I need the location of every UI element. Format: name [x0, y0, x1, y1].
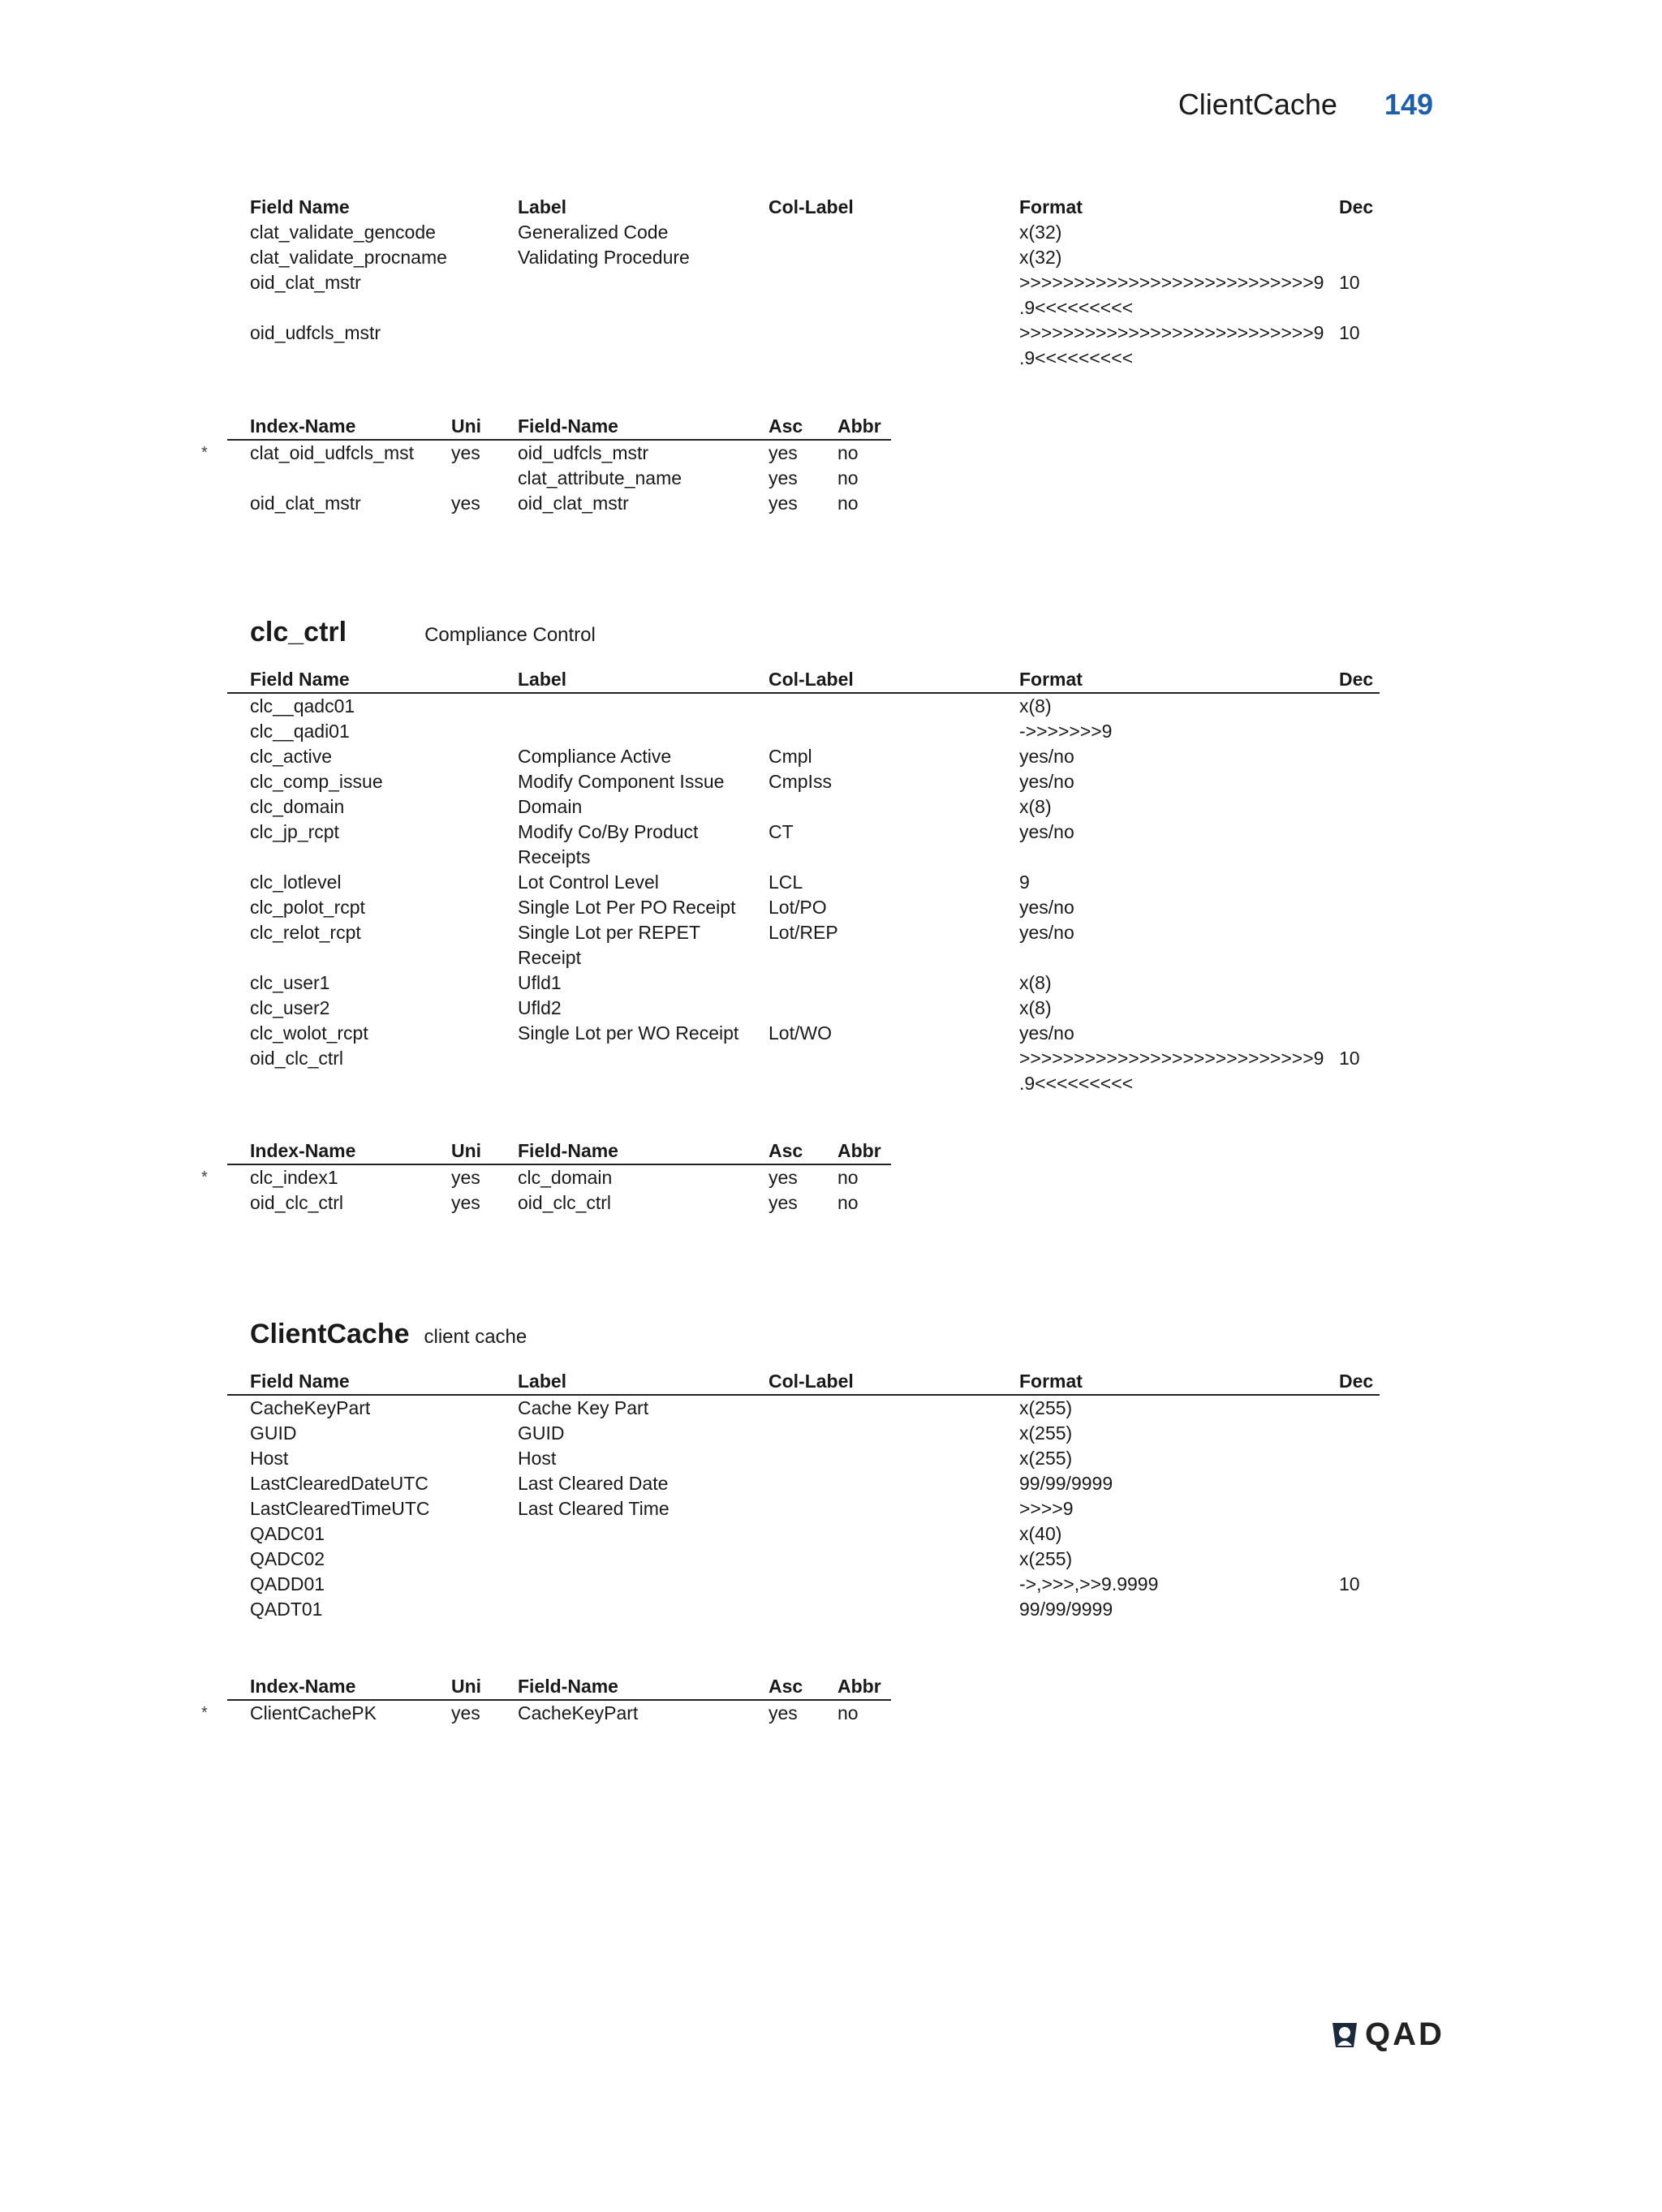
column-header-col-label: Col-Label	[769, 1371, 854, 1392]
field-dec: 10	[1339, 322, 1360, 343]
table-row	[227, 1021, 1380, 1046]
table-row	[227, 1597, 1380, 1622]
page-number: 149	[1384, 88, 1433, 121]
column-header-format: Format	[1019, 1371, 1083, 1392]
field-name: clc_wolot_rcpt	[250, 1022, 368, 1044]
index-field-name: clc_domain	[518, 1167, 613, 1188]
table-row	[227, 895, 1380, 920]
field-dec: 10	[1339, 1573, 1360, 1594]
table-row	[227, 1446, 1380, 1471]
column-header-field-name: Field Name	[250, 1371, 350, 1392]
field-label: Generalized Code	[518, 222, 669, 243]
table-header-row	[227, 1674, 891, 1699]
index-field-name: oid_udfcls_mstr	[518, 442, 649, 463]
field-col-label: LCL	[769, 871, 803, 893]
column-header-uni: Uni	[451, 1140, 482, 1161]
table-row	[227, 870, 1380, 895]
field-format: x(255)	[1019, 1397, 1073, 1418]
column-header-field-name: Field-Name	[518, 1676, 618, 1697]
column-header-format: Format	[1019, 669, 1083, 690]
index-ascending: yes	[769, 1167, 798, 1188]
column-header-dec: Dec	[1339, 669, 1374, 690]
column-header-asc: Asc	[769, 1140, 803, 1161]
table-header-row	[227, 1138, 891, 1164]
field-name: clc_user1	[250, 972, 330, 993]
field-col-label: CmpIss	[769, 771, 832, 792]
table-row	[227, 1190, 891, 1216]
field-label: Ufld1	[518, 972, 562, 993]
field-name: clc_jp_rcpt	[250, 821, 339, 842]
field-format: 99/99/9999	[1019, 1473, 1113, 1494]
field-name: clc_lotlevel	[250, 871, 342, 893]
index-ascending: yes	[769, 442, 798, 463]
table-row	[227, 970, 1380, 996]
index-name: clat_oid_udfcls_mst	[250, 442, 414, 463]
table-row	[227, 694, 1380, 719]
index-unique: yes	[451, 442, 480, 463]
column-header-index-name: Index-Name	[250, 415, 356, 437]
index-abbreviated: no	[837, 442, 859, 463]
table-row	[227, 1471, 1380, 1496]
index-name: clc_index1	[250, 1167, 338, 1188]
field-label: Validating Procedure	[518, 247, 690, 268]
index-table	[201, 414, 891, 516]
field-col-label: Lot/PO	[769, 897, 827, 918]
field-format: yes/no	[1019, 746, 1074, 767]
field-name: GUID	[250, 1422, 297, 1444]
column-header-col-label: Col-Label	[769, 196, 854, 217]
index-abbreviated: no	[837, 1702, 859, 1724]
field-name: oid_udfcls_mstr	[250, 322, 381, 343]
field-label: GUID	[518, 1422, 565, 1444]
table-row	[227, 321, 1380, 371]
field-name: QADC01	[250, 1523, 325, 1544]
field-format: x(255)	[1019, 1548, 1073, 1569]
index-name: ClientCachePK	[250, 1702, 377, 1724]
table-header-row	[227, 195, 1380, 220]
logo-text: QAD	[1365, 2016, 1445, 2052]
qad-logo	[1329, 2016, 1445, 2053]
running-title: ClientCache	[1178, 88, 1337, 121]
field-col-label: Lot/REP	[769, 922, 838, 943]
table-row	[227, 466, 891, 491]
table-row	[201, 1165, 891, 1190]
field-name: clc_relot_rcpt	[250, 922, 361, 943]
field-label: Last Cleared Time	[518, 1498, 670, 1519]
table-description: client cache	[424, 1326, 527, 1348]
field-name: oid_clc_ctrl	[250, 1048, 344, 1069]
column-header-asc: Asc	[769, 1676, 803, 1697]
index-name: oid_clc_ctrl	[250, 1192, 344, 1213]
field-table	[227, 667, 1380, 1096]
field-label: Lot Control Level	[518, 871, 659, 893]
table-row	[201, 441, 891, 466]
column-header-uni: Uni	[451, 415, 482, 437]
table-row	[201, 1701, 891, 1726]
field-format: ->,>>>,>>9.9999	[1019, 1573, 1159, 1594]
index-field-name: oid_clat_mstr	[518, 493, 629, 514]
table-row	[227, 245, 1380, 270]
field-format: yes/no	[1019, 771, 1074, 792]
field-name: clc__qadc01	[250, 695, 355, 717]
field-table	[227, 1369, 1380, 1622]
primary-index-marker: *	[201, 444, 208, 462]
index-unique: yes	[451, 1702, 480, 1724]
table-row	[227, 1421, 1380, 1446]
column-header-index-name: Index-Name	[250, 1676, 356, 1697]
index-abbreviated: no	[837, 1192, 859, 1213]
table-header-row	[227, 667, 1380, 692]
index-ascending: yes	[769, 1192, 798, 1213]
table-row	[227, 491, 891, 516]
table-header-row	[227, 414, 891, 439]
field-label: Compliance Active	[518, 746, 672, 767]
field-format: yes/no	[1019, 922, 1074, 943]
column-header-abbr: Abbr	[837, 1140, 881, 1161]
table-row	[227, 920, 1380, 970]
index-abbreviated: no	[837, 467, 859, 488]
column-header-uni: Uni	[451, 1676, 482, 1697]
table-row	[227, 744, 1380, 769]
column-header-col-label: Col-Label	[769, 669, 854, 690]
field-format: x(255)	[1019, 1448, 1073, 1469]
field-name: QADC02	[250, 1548, 325, 1569]
field-label: Single Lot Per PO Receipt	[518, 897, 736, 918]
index-abbreviated: no	[837, 493, 859, 514]
field-format: >>>>>>>>>>>>>>>>>>>>>>>>>>>9 .9<<<<<<<<<	[1019, 1048, 1324, 1094]
column-header-abbr: Abbr	[837, 1676, 881, 1697]
field-label: Single Lot per REPET Receipt	[518, 922, 701, 968]
table-row	[227, 1496, 1380, 1521]
column-header-index-name: Index-Name	[250, 1140, 356, 1161]
field-label: Modify Co/By Product Receipts	[518, 821, 699, 867]
field-format: 99/99/9999	[1019, 1599, 1113, 1620]
index-abbreviated: no	[837, 1167, 859, 1188]
page-header	[1178, 88, 1433, 122]
index-table	[201, 1138, 891, 1216]
field-label: Single Lot per WO Receipt	[518, 1022, 739, 1044]
field-format: >>>>>>>>>>>>>>>>>>>>>>>>>>>9 .9<<<<<<<<<	[1019, 272, 1324, 318]
table-row	[227, 1396, 1380, 1421]
field-name: clc_polot_rcpt	[250, 897, 365, 918]
index-ascending: yes	[769, 493, 798, 514]
field-format: x(40)	[1019, 1523, 1062, 1544]
field-format: x(8)	[1019, 972, 1052, 993]
table-row	[227, 1046, 1380, 1096]
field-name: CacheKeyPart	[250, 1397, 371, 1418]
table-row	[227, 270, 1380, 321]
table-heading	[250, 617, 596, 648]
index-field-name: CacheKeyPart	[518, 1702, 639, 1724]
field-format: >>>>>>>>>>>>>>>>>>>>>>>>>>>9 .9<<<<<<<<<	[1019, 322, 1324, 368]
field-format: yes/no	[1019, 897, 1074, 918]
primary-index-marker: *	[201, 1704, 208, 1722]
index-unique: yes	[451, 493, 480, 514]
field-col-label: Lot/WO	[769, 1022, 832, 1044]
field-name: LastClearedTimeUTC	[250, 1498, 430, 1519]
field-name: clat_validate_procname	[250, 247, 447, 268]
column-header-dec: Dec	[1339, 196, 1374, 217]
index-ascending: yes	[769, 467, 798, 488]
table-header-row	[227, 1369, 1380, 1394]
index-field-name: clat_attribute_name	[518, 467, 682, 488]
column-header-label: Label	[518, 196, 567, 217]
table-row	[227, 719, 1380, 744]
column-header-field-name: Field-Name	[518, 1140, 618, 1161]
table-description: Compliance Control	[424, 624, 596, 646]
field-col-label: CT	[769, 821, 794, 842]
field-name: clc_comp_issue	[250, 771, 383, 792]
field-label: Last Cleared Date	[518, 1473, 669, 1494]
field-dec: 10	[1339, 272, 1360, 293]
field-name: clat_validate_gencode	[250, 222, 436, 243]
table-row	[227, 220, 1380, 245]
field-format: 9	[1019, 871, 1030, 893]
field-name: clc__qadi01	[250, 721, 350, 742]
field-col-label: Cmpl	[769, 746, 812, 767]
table-row	[227, 1547, 1380, 1572]
field-label: Host	[518, 1448, 557, 1469]
field-name: QADT01	[250, 1599, 323, 1620]
index-unique: yes	[451, 1167, 480, 1188]
column-header-format: Format	[1019, 196, 1083, 217]
index-unique: yes	[451, 1192, 480, 1213]
field-format: yes/no	[1019, 821, 1074, 842]
field-dec: 10	[1339, 1048, 1360, 1069]
table-row	[227, 1572, 1380, 1597]
column-header-label: Label	[518, 669, 567, 690]
column-header-label: Label	[518, 1371, 567, 1392]
field-format: >>>>9	[1019, 1498, 1074, 1519]
index-name: oid_clat_mstr	[250, 493, 361, 514]
field-name: clc_user2	[250, 997, 330, 1018]
field-format: yes/no	[1019, 1022, 1074, 1044]
column-header-field-name: Field Name	[250, 669, 350, 690]
field-name: LastClearedDateUTC	[250, 1473, 428, 1494]
table-row	[227, 1521, 1380, 1547]
field-table	[227, 195, 1380, 371]
column-header-dec: Dec	[1339, 1371, 1374, 1392]
field-format: x(8)	[1019, 997, 1052, 1018]
index-field-name: oid_clc_ctrl	[518, 1192, 612, 1213]
field-label: Modify Component Issue	[518, 771, 725, 792]
table-heading	[250, 1319, 527, 1350]
field-name: clc_active	[250, 746, 332, 767]
field-label: Ufld2	[518, 997, 562, 1018]
column-header-asc: Asc	[769, 415, 803, 437]
table-name: ClientCache	[250, 1319, 410, 1349]
field-format: x(255)	[1019, 1422, 1073, 1444]
primary-index-marker: *	[201, 1168, 208, 1186]
index-ascending: yes	[769, 1702, 798, 1724]
table-row	[227, 769, 1380, 794]
field-name: Host	[250, 1448, 289, 1469]
field-name: QADD01	[250, 1573, 325, 1594]
field-label: Domain	[518, 796, 583, 817]
field-format: x(8)	[1019, 695, 1052, 717]
table-row	[227, 794, 1380, 820]
field-label: Cache Key Part	[518, 1397, 649, 1418]
index-table	[201, 1674, 891, 1726]
column-header-field-name: Field-Name	[518, 415, 618, 437]
field-format: ->>>>>>>9	[1019, 721, 1113, 742]
field-name: oid_clat_mstr	[250, 272, 361, 293]
column-header-abbr: Abbr	[837, 415, 881, 437]
field-name: clc_domain	[250, 796, 345, 817]
column-header-field-name: Field Name	[250, 196, 350, 217]
table-row	[227, 996, 1380, 1021]
field-format: x(8)	[1019, 796, 1052, 817]
table-row	[227, 820, 1380, 870]
qad-logo-icon	[1329, 2021, 1360, 2049]
field-format: x(32)	[1019, 222, 1062, 243]
table-name: clc_ctrl	[250, 617, 347, 648]
field-format: x(32)	[1019, 247, 1062, 268]
